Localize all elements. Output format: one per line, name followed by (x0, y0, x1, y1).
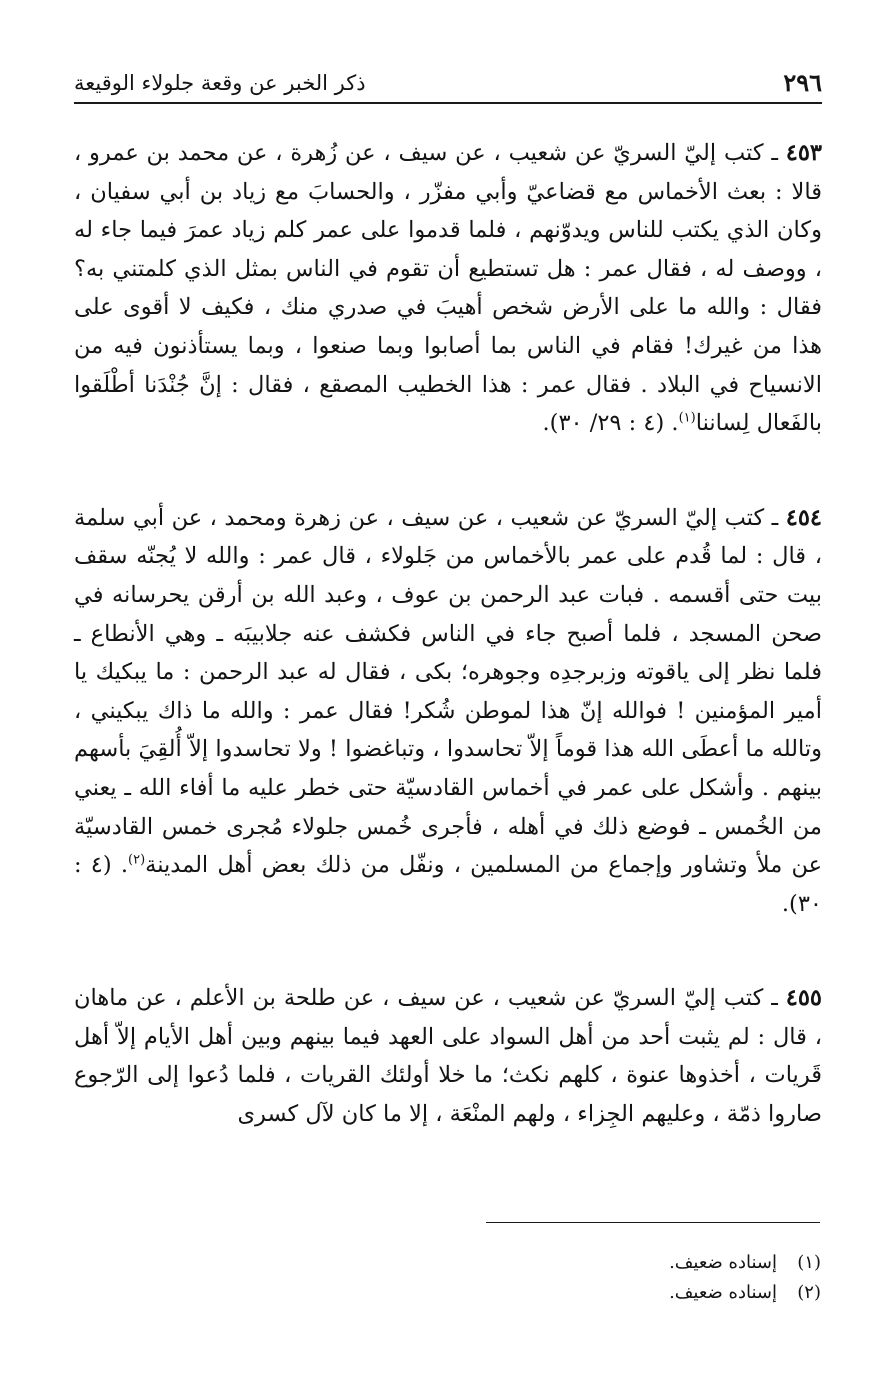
paragraph-number: ٤٥٣ (785, 140, 822, 166)
paragraph-455 (74, 979, 822, 1133)
paragraph-text: ـ كتب إليّ السريّ عن شعيب ، عن سيف ، عن زهرة ومحمد ، عن أبي سلمة ، قال : لما قُدم على عمر بالأخماس من جَلولاء ، قال عمر : والله لا يُجنّه سقف بيت حتى أقسمه . فبات عبد الرحمن بن عوف ، وعبد الله بن أرقن يحرسانه في صحن المسجد ، فلما أصبح جاء في الناس فكشف عنه جلابيبَه ـ وهي الأنطاع ـ فلما نظر إلى ياقوته وزبرجدِه وجوهره؛ بكى ، فقال له عبد الرحمن : ما يبكيك يا أمير المؤمنين ! فوالله إنّ هذا لموطن شُكر! فقال عمر : والله ما ذاك يبكيني ، وتالله ما أعطَى الله هذا قوماً إلاّ تحاسدوا ، وتباغضوا ! ولا تحاسدوا إلاّ أُلقِيَ بأسهم بينهم . وأشكل على عمر في أخماس القادسيّة حتى خطر عليه ما أفاء الله ـ يعني من الخُمس ـ فوضع ذلك في أهله ، فأجرى خُمس جلولاء مُجرى خمس القادسيّة عن ملأ وتشاور وإجماع من المسلمين ، ونفّل من ذلك بعض أهل المدينة (74, 504, 822, 879)
paragraph-453 (74, 134, 822, 443)
footnote-reference: (١) (678, 410, 696, 426)
footnote-item (421, 1248, 821, 1278)
footnote-item (421, 1278, 821, 1308)
footnote-mark: (١) (797, 1252, 821, 1273)
page-number: ٢٩٦ (783, 68, 822, 97)
footnotes (421, 1248, 821, 1308)
main-text (74, 134, 822, 1134)
footnote-text: إسناده ضعيف. (669, 1282, 777, 1303)
footnote-mark: (٢) (797, 1282, 821, 1303)
footnote-reference: (٢) (128, 852, 146, 868)
citation: . (٤ : ٣٠). (74, 852, 822, 917)
paragraph-text: ـ كتب إليّ السريّ عن شعيب ، عن سيف ، عن زُهرة ، عن محمد بن عمرو ، قالا : بعث الأخماس مع قضاعيّ وأبي مفزّر ، والحسابَ مع زياد بن أبي سفيان ، وكان الذي يكتب للناس ويدوّنهم ، فلما قدموا على عمر كلم زياد عمرَ فيما جاء له ، ووصف له ، فقال عمر : هل تستطيع أن تقوم في الناس بمثل الذي كلمتني به؟ فقال : والله ما على الأرض شخص أهيبَ في صدري منك ، فكيف لا أقوى على هذا من غيرك! فقام في الناس بما أصابوا وبما صنعوا ، وبما يستأذنون فيه من الانسياح في البلاد . فقال عمر : هذا الخطيب المصقع ، فقال : إنَّ جُنْدَنا أطْلَقوا بالفَعال لِساننا (74, 140, 822, 437)
citation: . (٤ : ٢٩/ ٣٠). (542, 410, 679, 437)
footnote-text: إسناده ضعيف. (669, 1252, 777, 1273)
paragraph-number: ٤٥٥ (785, 985, 823, 1012)
page-header (74, 62, 822, 104)
running-head: ذكر الخبر عن وقعة جلولاء الوقيعة (74, 71, 366, 95)
footnote-divider (486, 1222, 820, 1223)
paragraph-454 (74, 499, 822, 924)
paragraph-text: ـ كتب إليّ السريّ عن شعيب ، عن سيف ، عن طلحة بن الأعلم ، عن ماهان ، قال : لم يثبت أحد من أهل السواد على العهد فيما بينهم وبين أهل الأيام إلاّ أهل قَريات ، أخذوها عنوة ، كلهم نكث؛ ما خلا أولئك القريات ، فلما دُعوا إلى الرّجوع صاروا ذمّة ، وعليهم الجِزاء ، ولهم المنْعَة ، إلا ما كان لآل كسرى (74, 985, 822, 1128)
paragraph-number: ٤٥٤ (785, 504, 822, 531)
